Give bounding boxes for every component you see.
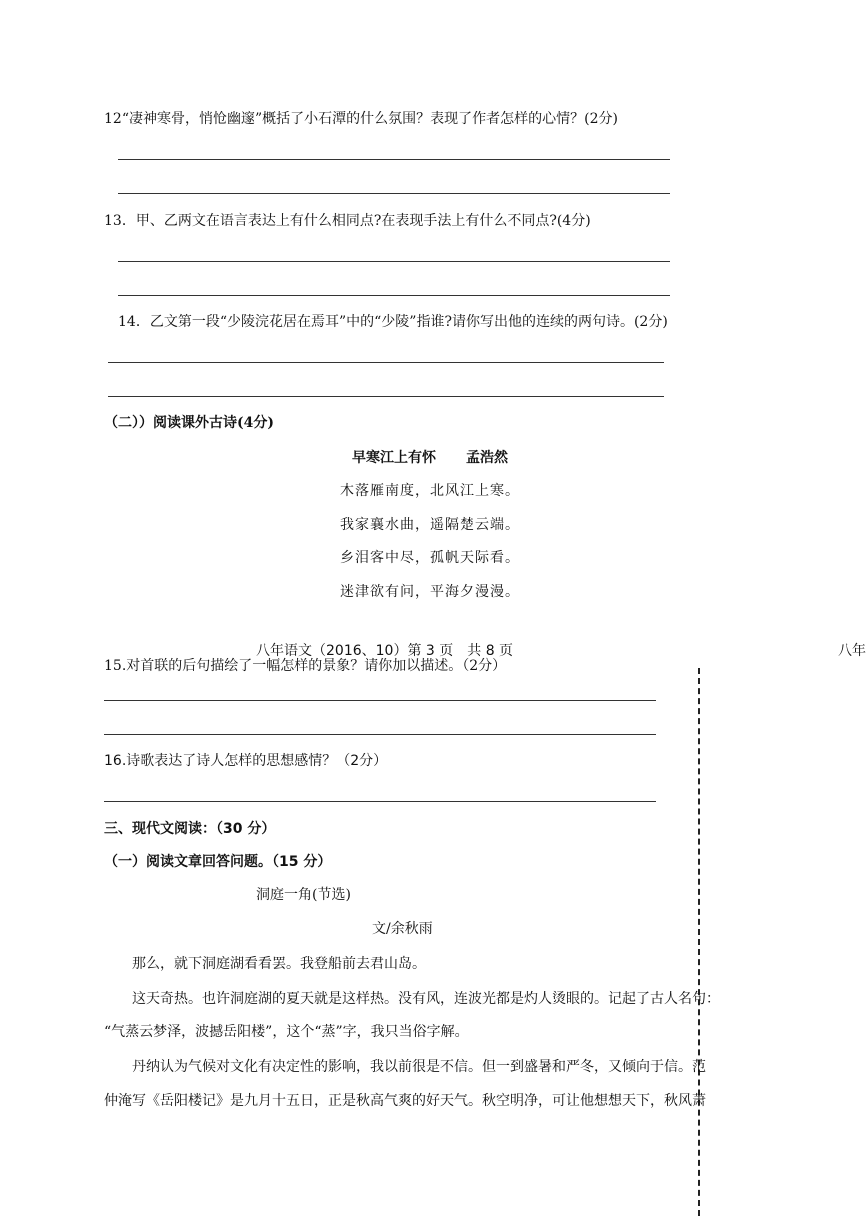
article-paragraph: 那么，就下洞庭湖看看罢。我登船前去君山岛。 [132,956,426,972]
section-three-subheading: （一）阅读文章回答问题。（15 分） [104,854,332,870]
question-12: 12“凄神寒骨，悄怆幽邃”概括了小石潭的什么氛围？表现了作者怎样的心情？(2分) [104,111,618,127]
poem-title: 早寒江上有怀 [352,450,436,466]
poem-author: 孟浩然 [466,450,508,466]
answer-line [118,261,670,262]
poem-line: 木落雁南度，北风江上寒。 [340,483,520,499]
question-13: 13．甲、乙两文在语言表达上有什么相同点?在表现手法上有什么不同点?(4分) [104,213,591,229]
question-15-fragment-clip [104,658,564,676]
answer-line [104,700,656,701]
answer-line [118,159,670,160]
question-16: 16.诗歌表达了诗人怎样的思想感情？（2分） [104,753,388,769]
answer-line [104,734,656,735]
answer-line [118,193,670,194]
page-footer: 八年语文（2016、10）第 3 页 共 8 页 [256,643,514,659]
right-page-fragment: 八年 [838,643,866,659]
question-14: 14．乙文第一段“少陵浣花居在焉耳”中的“少陵”指谁?请你写出他的连续的两句诗。(2分) [118,314,668,330]
answer-line [108,362,664,363]
article-paragraph: 丹纳认为气候对文化有决定性的影响，我以前很是不信。但一到盛暑和严冬，又倾向于信。范 [132,1059,706,1075]
question-15-fragment: 15.对首联的后句描绘了一幅怎样的景象？请你加以描述。（2分） [104,658,507,674]
article-paragraph: “气蒸云梦泽，波撼岳阳楼”，这个“蒸”字，我只当俗字解。 [104,1024,469,1040]
binding-dashed-line [698,668,700,1216]
article-author: 文/余秋雨 [372,921,433,937]
answer-line [118,295,670,296]
poem-line: 乡泪客中尽，孤帆天际看。 [340,550,520,566]
poem-line: 迷津欲有问，平海夕漫漫。 [340,584,520,600]
article-title: 洞庭一角(节选) [256,887,351,903]
article-paragraph: 这天奇热。也许洞庭湖的夏天就是这样热。没有风，连波光都是灼人烫眼的。记起了古人名句： [132,991,720,1007]
right-page-fragment-clip [838,642,866,662]
poem-section-heading: （二））阅读课外古诗(4分) [104,415,274,431]
answer-line [108,396,664,397]
section-three-heading: 三、现代文阅读：（30 分） [104,821,276,837]
article-paragraph: 仲淹写《岳阳楼记》是九月十五日，正是秋高气爽的好天气。秋空明净，可让他想想天下，秋风萧 [104,1093,706,1109]
answer-line [104,801,656,802]
poem-line: 我家襄水曲，遥隔楚云端。 [340,517,520,533]
